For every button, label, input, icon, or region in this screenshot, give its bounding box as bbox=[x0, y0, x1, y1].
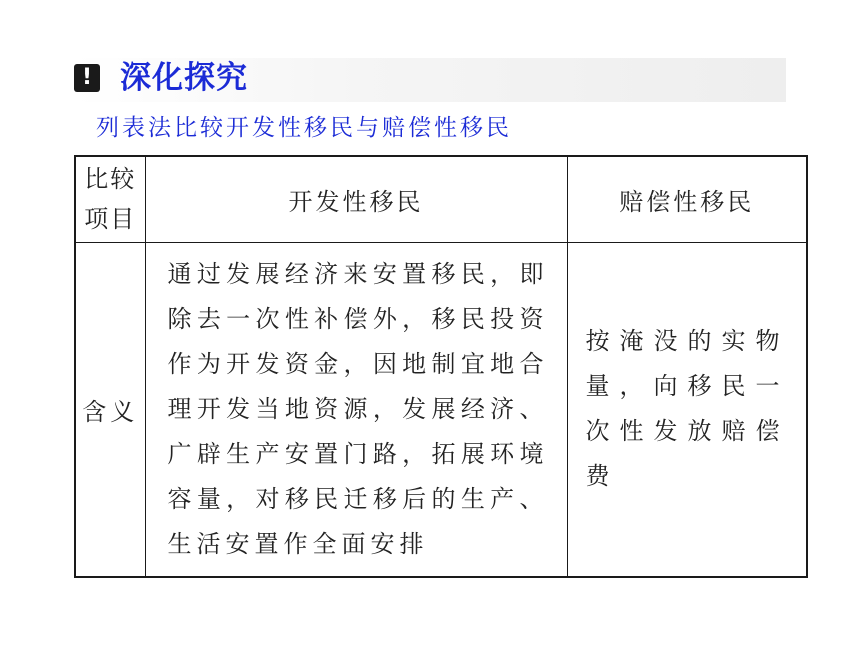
section-header bbox=[74, 58, 786, 102]
subtitle: 列表法比较开发性移民与赔偿性移民 bbox=[96, 115, 512, 141]
header-compare-item bbox=[75, 156, 145, 242]
header-compensation-migration: 赔偿性移民 bbox=[567, 156, 807, 242]
row-label-meaning: 含义 bbox=[75, 242, 145, 577]
exclamation-icon: ! bbox=[74, 64, 100, 92]
section-title: 深化探究 bbox=[120, 60, 248, 96]
header-compare-item-line1: 比较 bbox=[84, 165, 137, 194]
cell-development-meaning: 通过发展经济来安置移民，即除去一次性补偿外，移民投资作为开发资金，因地制宜地合理开发当地资源，发展经济、广辟生产安置门路，拓展环境容量，对移民迁移后的生产、生活安置作全面安排 bbox=[145, 242, 567, 577]
cell-compensation-meaning: 按淹没的实物量，向移民一次性发放赔偿费 bbox=[567, 242, 807, 577]
comparison-table bbox=[74, 155, 808, 578]
table-row bbox=[75, 242, 807, 577]
table-header-row bbox=[75, 156, 807, 242]
header-development-migration: 开发性移民 bbox=[145, 156, 567, 242]
header-compare-item-line2: 项目 bbox=[84, 205, 137, 234]
